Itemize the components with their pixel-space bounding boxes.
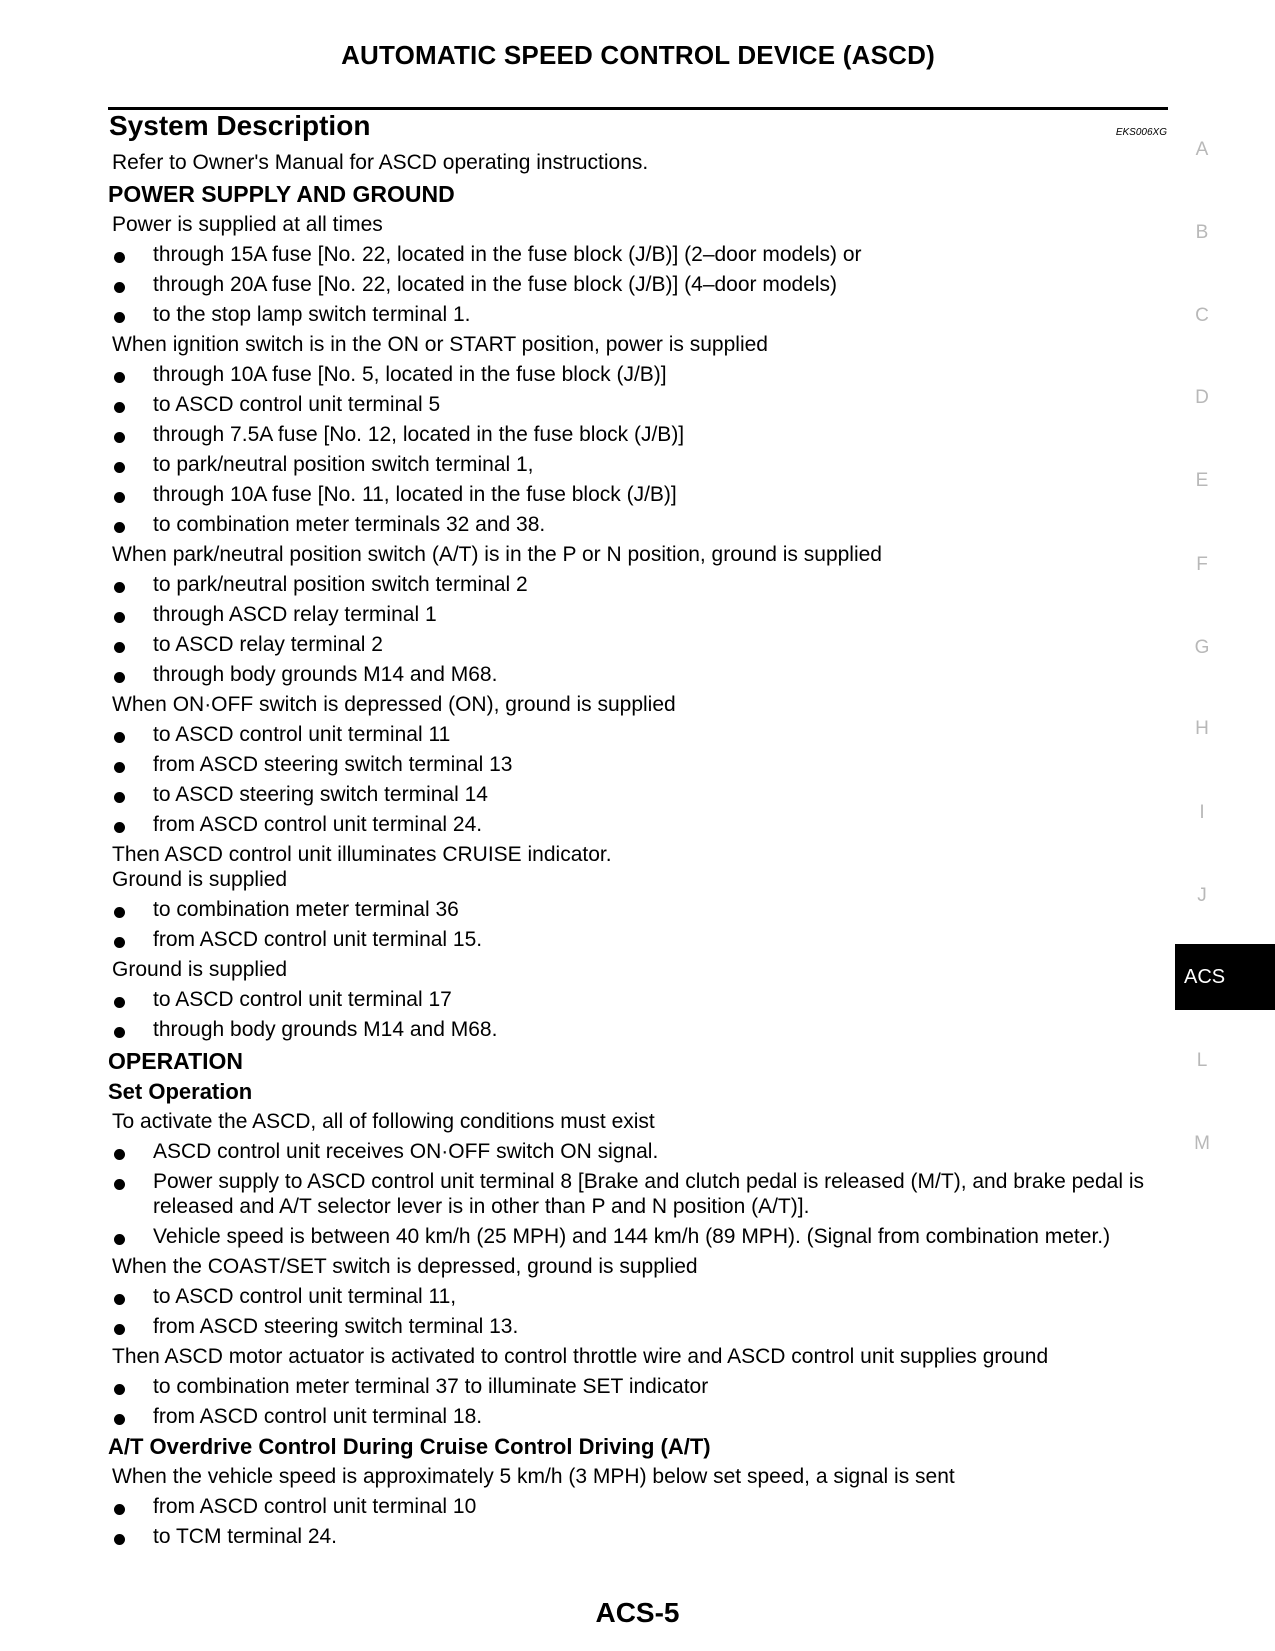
paragraph: When the vehicle speed is approximately 5 km/h (3 MPH) below set speed, a signal is sent	[112, 1465, 955, 1488]
index-tab-g[interactable]: G	[1194, 637, 1210, 658]
document-body	[108, 150, 1170, 1554]
index-tab-e[interactable]: E	[1195, 470, 1209, 491]
list-item: to the stop lamp switch terminal 1.	[108, 302, 1170, 327]
index-tab-b[interactable]: B	[1195, 222, 1209, 243]
list-item: through 10A fuse [No. 5, located in the fuse block (J/B)]	[108, 362, 1170, 387]
list-item: to ASCD control unit terminal 11,	[108, 1284, 1170, 1309]
bullet-list	[108, 987, 1170, 1042]
power-supply-heading: POWER SUPPLY AND GROUND	[108, 181, 455, 207]
list-item: through body grounds M14 and M68.	[108, 1017, 1170, 1042]
section-title: System Description	[109, 110, 371, 141]
index-tab-j[interactable]: J	[1197, 885, 1207, 906]
page-number: ACS-5	[595, 1597, 680, 1628]
list-item: to ASCD steering switch terminal 14	[108, 782, 1170, 807]
index-tab-m[interactable]: M	[1194, 1133, 1210, 1154]
index-tab-d[interactable]: D	[1195, 387, 1209, 408]
list-item: from ASCD control unit terminal 15.	[108, 927, 1170, 952]
list-item: through 7.5A fuse [No. 12, located in the fuse block (J/B)]	[108, 422, 1170, 447]
list-item: Vehicle speed is between 40 km/h (25 MPH) and 144 km/h (89 MPH). (Signal from combination meter.)	[108, 1224, 1170, 1249]
list-item: to ASCD control unit terminal 11	[108, 722, 1170, 747]
paragraph: When park/neutral position switch (A/T) is in the P or N position, ground is supplied	[112, 543, 882, 566]
bullet-list	[108, 722, 1170, 837]
list-item: from ASCD control unit terminal 24.	[108, 812, 1170, 837]
bullet-list	[108, 1284, 1170, 1339]
list-item: to combination meter terminal 37 to illuminate SET indicator	[108, 1374, 1170, 1399]
list-item: to park/neutral position switch terminal 2	[108, 572, 1170, 597]
paragraph: Then ASCD control unit illuminates CRUISE indicator.	[112, 843, 612, 866]
list-item: through 10A fuse [No. 11, located in the fuse block (J/B)]	[108, 482, 1170, 507]
set-operation-heading: Set Operation	[108, 1079, 253, 1104]
index-tab-a[interactable]: A	[1195, 139, 1209, 160]
list-item: to park/neutral position switch terminal 1,	[108, 452, 1170, 477]
paragraph: To activate the ASCD, all of following conditions must exist	[112, 1110, 655, 1133]
list-item: Power supply to ASCD control unit terminal 8 [Brake and clutch pedal is released (M/T), and brake pedal is released and A/T selector lever is in other than P and N position (A/T)].	[108, 1169, 1170, 1219]
list-item: to combination meter terminal 36	[108, 897, 1170, 922]
paragraph: When the COAST/SET switch is depressed, ground is supplied	[112, 1255, 698, 1278]
index-tab-h[interactable]: H	[1195, 718, 1209, 739]
list-item: from ASCD control unit terminal 18.	[108, 1404, 1170, 1429]
list-item: to ASCD control unit terminal 17	[108, 987, 1170, 1012]
paragraph: Ground is supplied	[112, 958, 288, 981]
list-item: from ASCD steering switch terminal 13.	[108, 1314, 1170, 1339]
paragraph: Power is supplied at all times	[112, 213, 383, 236]
index-tab-i[interactable]: I	[1199, 802, 1205, 823]
bullet-list	[108, 1494, 1170, 1549]
bullet-list	[108, 242, 1170, 327]
paragraph: Ground is supplied	[112, 868, 288, 891]
list-item: from ASCD steering switch terminal 13	[108, 752, 1170, 777]
bullet-list	[108, 1374, 1170, 1429]
index-tab-c[interactable]: C	[1195, 305, 1209, 326]
list-item: through body grounds M14 and M68.	[108, 662, 1170, 687]
bullet-list	[108, 1139, 1170, 1249]
operation-heading: OPERATION	[108, 1048, 244, 1074]
list-item: from ASCD control unit terminal 10	[108, 1494, 1170, 1519]
index-tab-f[interactable]: F	[1196, 554, 1208, 575]
bullet-list	[108, 572, 1170, 687]
index-tab-acs-active[interactable]: ACS	[1175, 944, 1275, 1010]
document-title: AUTOMATIC SPEED CONTROL DEVICE (ASCD)	[341, 40, 935, 70]
list-item: through 20A fuse [No. 22, located in the fuse block (J/B)] (4–door models)	[108, 272, 1170, 297]
list-item: to TCM terminal 24.	[108, 1524, 1170, 1549]
list-item: to ASCD control unit terminal 5	[108, 392, 1170, 417]
intro-text: Refer to Owner's Manual for ASCD operating instructions.	[112, 151, 649, 174]
section-code: EKS006XG	[1115, 127, 1167, 138]
list-item: through ASCD relay terminal 1	[108, 602, 1170, 627]
paragraph: Then ASCD motor actuator is activated to control throttle wire and ASCD control unit supplies ground	[112, 1345, 1049, 1368]
paragraph: When ignition switch is in the ON or START position, power is supplied	[112, 333, 768, 356]
list-item: to ASCD relay terminal 2	[108, 632, 1170, 657]
list-item: to combination meter terminals 32 and 38.	[108, 512, 1170, 537]
bullet-list	[108, 362, 1170, 537]
list-item: ASCD control unit receives ON·OFF switch ON signal.	[108, 1139, 1170, 1164]
paragraph: When ON·OFF switch is depressed (ON), ground is supplied	[112, 693, 676, 716]
list-item: through 15A fuse [No. 22, located in the fuse block (J/B)] (2–door models) or	[108, 242, 1170, 267]
bullet-list	[108, 897, 1170, 952]
index-tab-l[interactable]: L	[1196, 1050, 1208, 1071]
overdrive-heading: A/T Overdrive Control During Cruise Control Driving (A/T)	[108, 1434, 711, 1459]
